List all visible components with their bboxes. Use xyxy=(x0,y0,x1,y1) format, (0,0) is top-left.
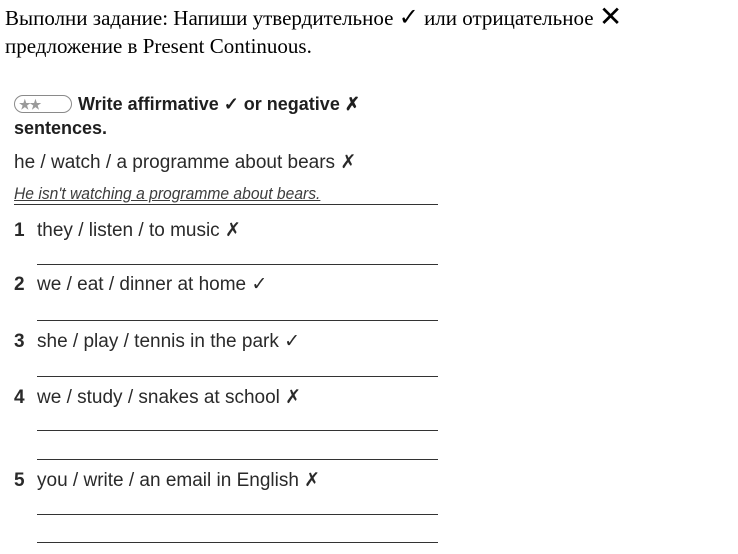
exercise-item-3 xyxy=(14,330,300,353)
item-number: 3 xyxy=(14,331,25,352)
item-number: 4 xyxy=(14,387,25,408)
answer-line-4b[interactable] xyxy=(37,459,438,460)
exercise-item-5 xyxy=(14,469,320,492)
item-prompt: you / write / an email in English ✗ xyxy=(37,470,321,491)
example-prompt: he / watch / a programme about bears ✗ xyxy=(14,152,357,173)
answer-line-4a[interactable] xyxy=(37,430,438,431)
task-text-after: предложение в Present Continuous. xyxy=(5,34,312,58)
example-answer: He isn't watching a programme about bears. xyxy=(14,184,321,203)
task-text-before: Выполни задание: Напиши утвердительное xyxy=(5,6,394,30)
exercise-heading-text: Write affirmative ✓ or negative ✗ sentences. xyxy=(14,94,360,138)
example-answer-line xyxy=(14,204,438,205)
answer-line-5a[interactable] xyxy=(37,514,438,515)
answer-line-1[interactable] xyxy=(37,264,438,265)
item-number: 5 xyxy=(14,470,25,491)
item-number: 2 xyxy=(14,274,25,295)
exercise-item-4 xyxy=(14,386,301,409)
task-instruction xyxy=(5,2,733,60)
exercise-item-1 xyxy=(14,219,241,242)
answer-line-5b[interactable] xyxy=(37,542,438,543)
item-prompt: we / study / snakes at school ✗ xyxy=(37,387,302,408)
exercise-item-2 xyxy=(14,273,267,296)
answer-line-3[interactable] xyxy=(37,376,438,377)
item-number: 1 xyxy=(14,220,25,241)
item-prompt: she / play / tennis in the park ✓ xyxy=(37,331,301,352)
item-prompt: they / listen / to music ✗ xyxy=(37,220,241,241)
cross-icon: ✕ xyxy=(598,0,623,33)
item-prompt: we / eat / dinner at home ✓ xyxy=(37,274,268,295)
exercise-heading xyxy=(14,92,414,140)
task-text-middle: или отрицательное xyxy=(424,6,594,30)
answer-line-2[interactable] xyxy=(37,320,438,321)
difficulty-stars-badge: ★★ xyxy=(14,95,72,113)
check-icon: ✓ xyxy=(398,3,419,31)
